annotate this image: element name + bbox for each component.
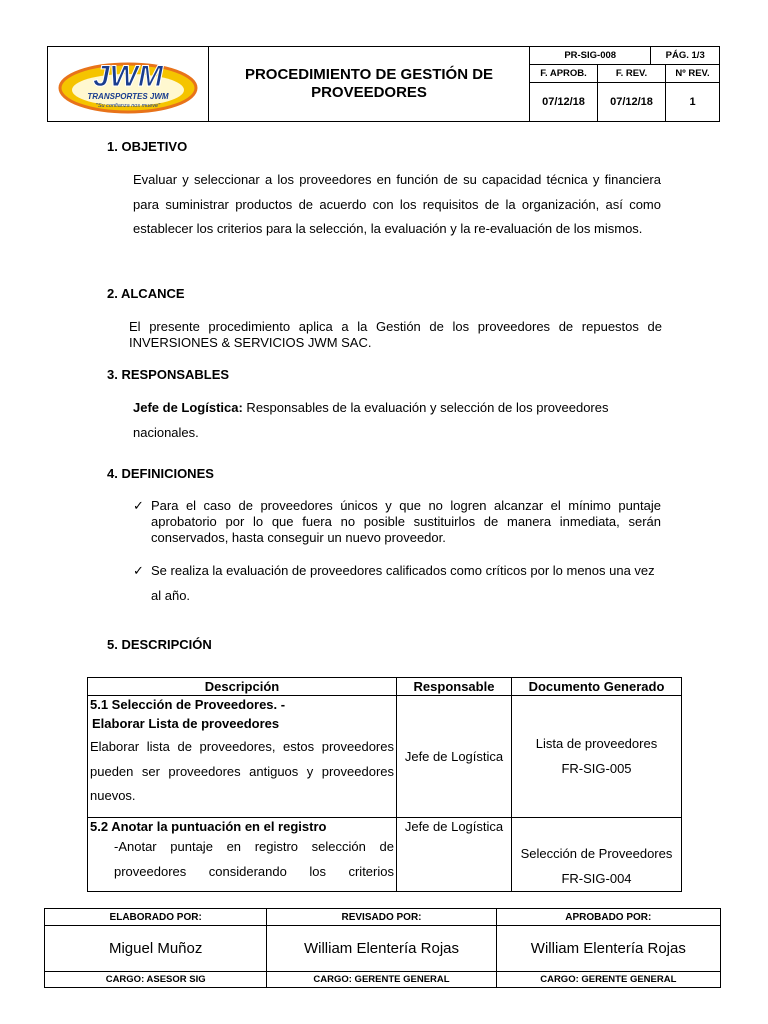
company-logo: [48, 48, 208, 121]
heading-definiciones: 4. DEFINICIONES: [107, 466, 214, 481]
doc-code: FR-SIG-004: [561, 870, 632, 886]
logo-company: TRANSPORTES JWM: [87, 91, 169, 101]
n-rev-value: 1: [666, 83, 720, 122]
f-aprob-label: F. APROB.: [530, 65, 598, 83]
row-text: Elaborar lista de proveedores, estos proveedores pueden ser proveedores antiguos y proveedores nuevos.: [90, 739, 394, 803]
title-line-2: PROVEEDORES: [311, 84, 427, 101]
row-responsable: Jefe de Logística: [397, 696, 512, 818]
responsables-text: [133, 396, 661, 445]
description-table: [87, 677, 682, 892]
responsables-description: Responsables de la evaluación y selección de los proveedores nacionales.: [133, 400, 609, 440]
document-title: [209, 47, 530, 122]
doc-code: FR-SIG-005: [561, 760, 632, 776]
definicion-item: [133, 498, 661, 546]
responsables-role: Jefe de Logística:: [133, 400, 243, 415]
revisado-name: William Elentería Rojas: [267, 926, 496, 972]
f-rev-label: F. REV.: [598, 65, 666, 83]
n-rev-label: Nº REV.: [666, 65, 720, 83]
logo-slogan: "Su confianza nos mueve": [95, 102, 161, 109]
heading-descripcion: 5. DESCRIPCIÓN: [107, 637, 212, 652]
row-document: [512, 696, 682, 818]
objetivo-text: Evaluar y seleccionar a los proveedores en función de su capacidad técnica y financiera para suministrar productos de acuerdo con los requisitos de la organización, así como establecer los criterios para la selección, la evaluación y la re-evaluación de los mismos.: [133, 172, 661, 236]
row-subtitle: Elaborar Lista de proveedores: [92, 716, 280, 731]
column-header: Descripción: [88, 678, 397, 696]
row-text: -Anotar puntaje en registro selección de proveedores considerando los criterios: [114, 839, 394, 879]
alcance-text: El presente procedimiento aplica a la Gestión de los proveedores de repuestos de INVERSIONES & SERVICIOS JWM SAC.: [129, 319, 662, 350]
row-responsable: Jefe de Logística: [397, 818, 512, 892]
logo-brand: JWM: [93, 59, 163, 93]
aprobado-label: APROBADO POR:: [496, 909, 720, 926]
elaborado-cargo: CARGO: ASESOR SIG: [45, 972, 267, 988]
doc-name: Selección de Proveedores: [520, 846, 673, 861]
row-title: 5.2 Anotar la puntuación en el registro: [90, 819, 327, 834]
definicion-text: Para el caso de proveedores únicos y que no logren alcanzar el mínimo puntaje aprobatorio por lo que fuera no posible sustituirlos de manera inmediata, serán conservados, hasta conseguir un nuevo proveedor.: [151, 498, 661, 545]
aprobado-name: William Elentería Rojas: [496, 926, 720, 972]
elaborado-label: ELABORADO POR:: [45, 909, 267, 926]
check-icon: ✓: [133, 498, 144, 513]
aprobado-cargo: CARGO: GERENTE GENERAL: [496, 972, 720, 988]
doc-name: Lista de proveedores: [535, 736, 658, 751]
check-icon: ✓: [133, 563, 144, 578]
heading-responsables: 3. RESPONSABLES: [107, 367, 230, 382]
heading-alcance: 2. ALCANCE: [107, 286, 185, 301]
revisado-cargo: CARGO: GERENTE GENERAL: [267, 972, 496, 988]
title-line-1: PROCEDIMIENTO DE GESTIÓN DE: [244, 66, 494, 83]
f-rev-value: 07/12/18: [598, 83, 666, 122]
logo-cell: [48, 47, 209, 122]
definicion-item: [133, 559, 661, 608]
f-aprob-value: 07/12/18: [530, 83, 598, 122]
row-title: 5.1 Selección de Proveedores. -: [90, 697, 286, 712]
table-header-row: [88, 678, 682, 696]
definicion-text: Se realiza la evaluación de proveedores calificados como críticos por lo menos una vez al año.: [151, 563, 655, 603]
table-row: [88, 696, 682, 818]
table-row: [88, 818, 682, 892]
column-header: Documento Generado: [512, 678, 682, 696]
row-description: [88, 818, 397, 892]
heading-objetivo: 1. OBJETIVO: [107, 139, 188, 154]
row-document: [512, 818, 682, 892]
column-header: Responsable: [397, 678, 512, 696]
page-number: PÁG. 1/3: [651, 47, 720, 65]
revisado-label: REVISADO POR:: [267, 909, 496, 926]
document-header: [47, 46, 720, 122]
approval-footer: [44, 908, 721, 988]
elaborado-name: Miguel Muñoz: [45, 926, 267, 972]
row-description: [88, 696, 397, 818]
doc-code: PR-SIG-008: [530, 47, 651, 65]
